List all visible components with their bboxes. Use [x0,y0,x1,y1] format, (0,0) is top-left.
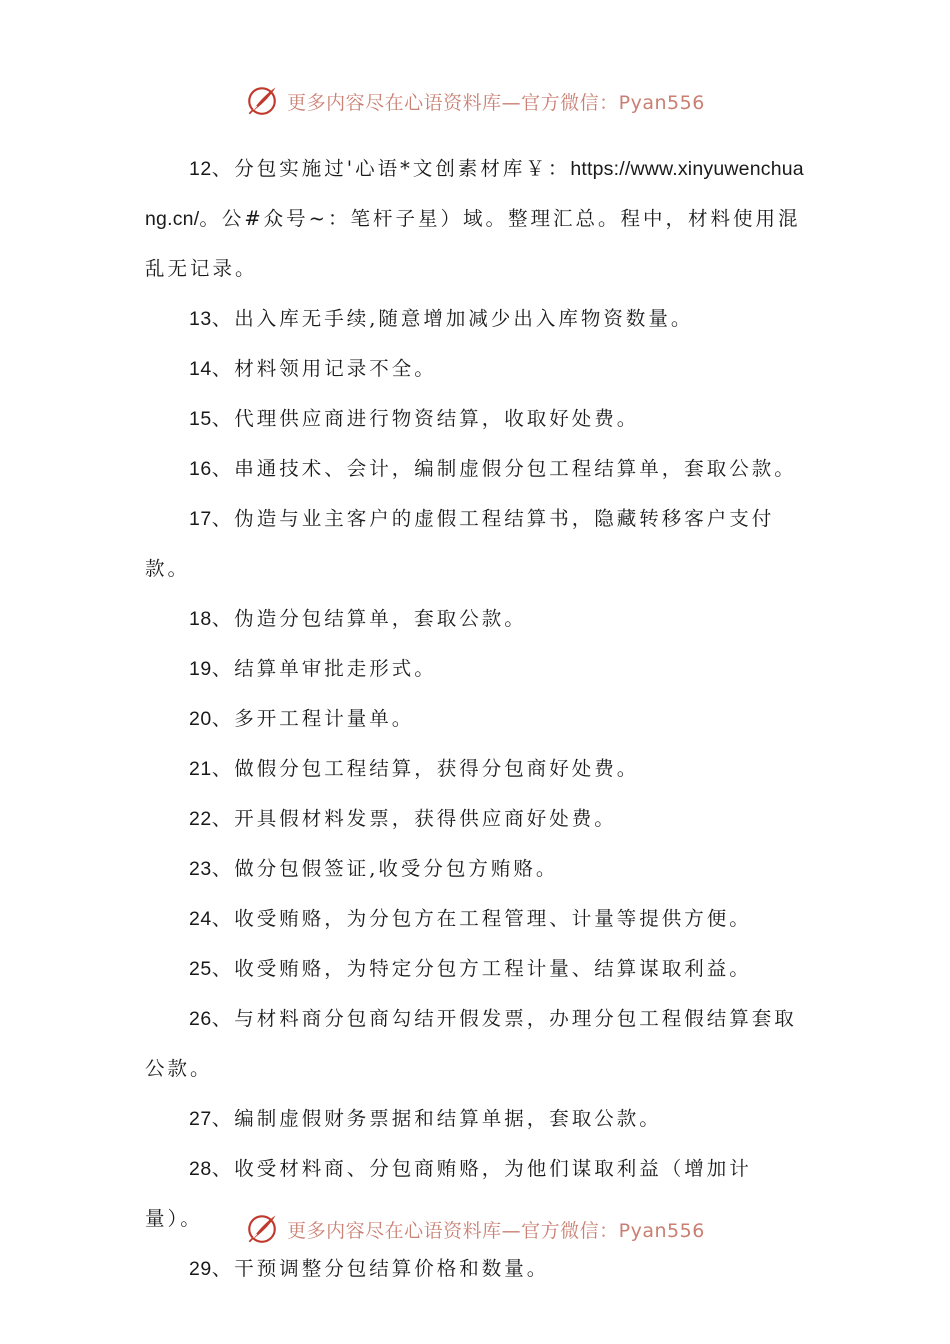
item-text: 、伪造与业主客户的虚假工程结算书，隐藏转移客户支付款。 [145,507,775,580]
item-number: 24 [189,908,212,930]
list-item [145,1244,805,1294]
item-text: 、收受贿赂，为分包方在工程管理、计量等提供方便。 [211,907,752,930]
list-item [145,594,805,644]
item-text: 、出入库无手续,随意增加减少出入库物资数量。 [211,307,694,330]
feather-pen-logo-icon [245,84,279,118]
item-text: 、串通技术、会计，编制虚假分包工程结算单，套取公款。 [211,457,797,480]
item-text-rest: 。公#众号~：笔杆子星）域。整理汇总。程中，材料使用混乱无记录。 [145,207,801,280]
item-number: 29 [189,1258,212,1280]
item-number: 18 [189,608,212,630]
item-number: 20 [189,708,212,730]
list-item [145,694,805,744]
item-url: https://www.xinyuwenchuang.cn/ [145,158,804,230]
list-item [145,1094,805,1144]
item-number: 21 [189,758,212,780]
list-item [145,844,805,894]
item-number: 17 [189,508,212,530]
item-number: 16 [189,458,212,480]
item-number: 12 [189,158,212,180]
item-number: 23 [189,858,212,880]
item-text: 、代理供应商进行物资结算，收取好处费。 [211,407,640,430]
list-item [145,744,805,794]
item-number: 19 [189,658,212,680]
list-item [145,344,805,394]
item-number: 27 [189,1108,212,1130]
item-text: 、开具假材料发票，获得供应商好处费。 [211,807,617,830]
item-number: 13 [189,308,212,330]
item-text: 、做假分包工程结算，获得分包商好处费。 [211,757,640,780]
item-text: 、分包实施过'心语*文创素材库￥： [211,157,571,180]
item-number: 15 [189,408,212,430]
list-item [145,394,805,444]
footer-banner-text: 更多内容尽在心语资料库—官方微信：Pyan556 [287,1219,705,1242]
list-item [145,944,805,994]
item-text: 、编制虚假财务票据和结算单据，套取公款。 [211,1107,662,1130]
item-text: 、结算单审批走形式。 [211,657,437,680]
item-number: 28 [189,1158,212,1180]
item-text: 、多开工程计量单。 [211,707,415,730]
item-text: 、伪造分包结算单，套取公款。 [211,607,527,630]
list-item [145,444,805,494]
list-item [145,144,805,294]
header-banner [0,84,950,118]
item-text: 、收受材料商、分包商贿赂，为他们谋取利益（增加计量）。 [145,1157,752,1230]
list-item [145,644,805,694]
header-banner-text: 更多内容尽在心语资料库—官方微信：Pyan556 [287,91,705,114]
item-text: 、做分包假签证,收受分包方贿赂。 [211,857,559,880]
footer-banner [0,1212,950,1246]
feather-pen-logo-icon [245,1212,279,1246]
item-text: 、与材料商分包商勾结开假发票，办理分包工程假结算套取公款。 [145,1007,797,1080]
item-number: 25 [189,958,212,980]
item-text: 、干预调整分包结算价格和数量。 [211,1257,550,1280]
item-text: 、收受贿赂，为特定分包方工程计量、结算谋取利益。 [211,957,752,980]
item-text: 、材料领用记录不全。 [211,357,437,380]
list-item [145,294,805,344]
list-item [145,894,805,944]
list-item [145,794,805,844]
item-number: 14 [189,358,212,380]
item-number: 22 [189,808,212,830]
document-body [145,144,805,1294]
list-item [145,494,805,594]
list-item [145,994,805,1094]
item-number: 26 [189,1008,212,1030]
